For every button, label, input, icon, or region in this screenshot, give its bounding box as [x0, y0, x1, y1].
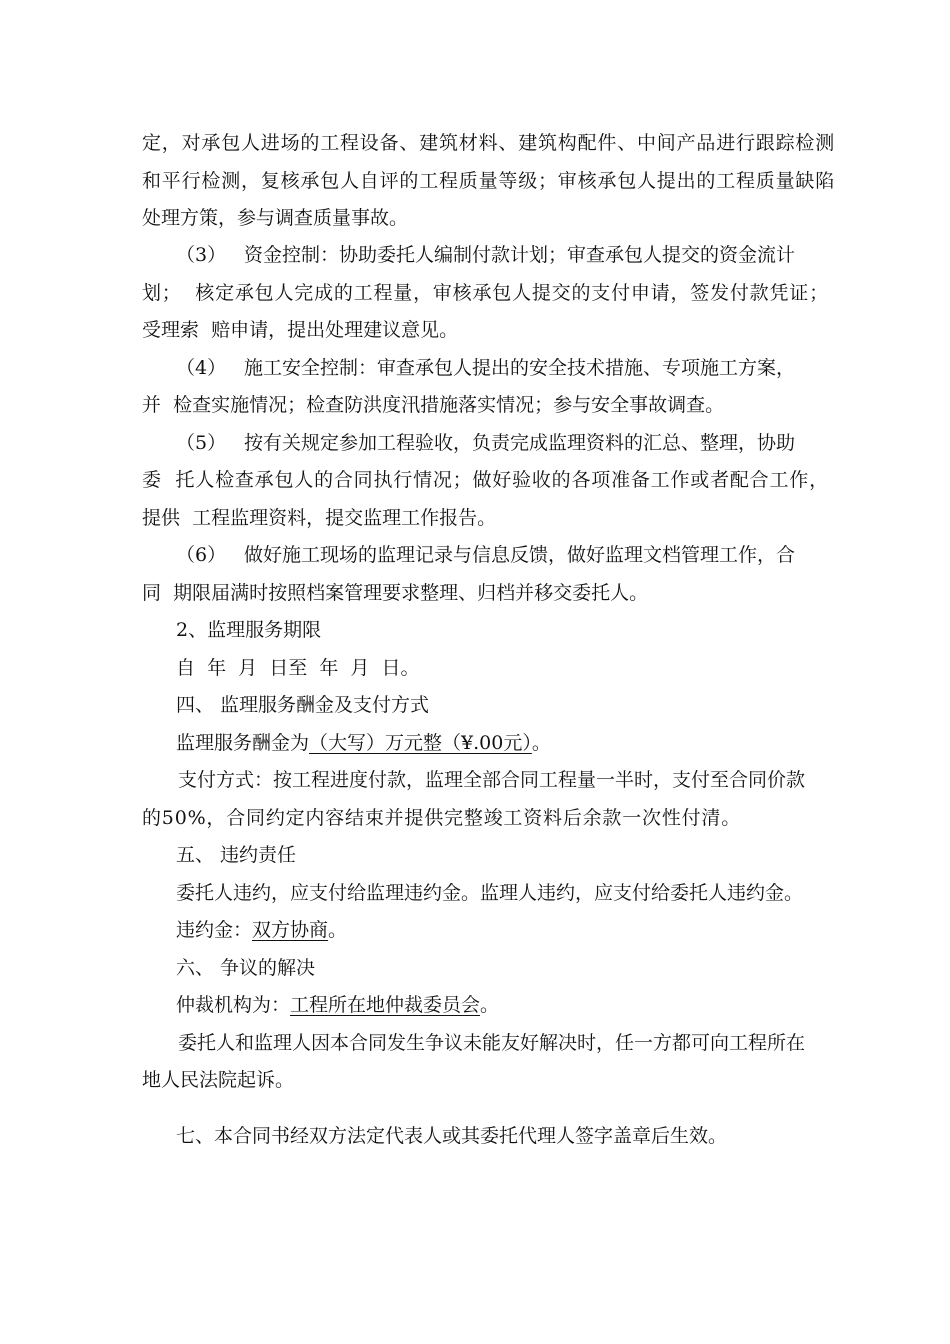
paragraph-line: 委托人和监理人因本合同发生争议未能友好解决时，任一方都可向工程所在 — [172, 1032, 806, 1054]
item-number: （3） — [176, 244, 227, 266]
paragraph-line: 受理索 赔申请，提出处理建议意见。 — [142, 319, 459, 341]
paragraph-line: 同 期限届满时按照档案管理要求整理、归档并移交委托人。 — [142, 582, 649, 604]
section-heading: 四、 监理服务酬金及支付方式 — [176, 694, 430, 716]
item-text: 按有关规定参加工程验收，负责完成监理资料的汇总、整理，协助 — [244, 432, 796, 454]
effect-clause: 七、本合同书经双方法定代表人或其委托代理人签字盖章后生效。 — [176, 1125, 728, 1147]
paragraph-line: 并 检查实施情况；检查防洪度汛措施落实情况；参与安全事故调查。 — [142, 394, 725, 416]
item-text: 做好施工现场的监理记录与信息反馈，做好监理文档管理工作，合 — [244, 544, 796, 566]
section-heading: 六、 争议的解决 — [176, 957, 316, 979]
item-6-line — [176, 543, 795, 567]
fee-amount: （大写）万元整（¥.00元） — [309, 732, 532, 754]
paragraph-line: 和平行检测，复核承包人自评的工程质量等级；审核承包人提出的工程质量缺陷 — [142, 170, 836, 192]
paragraph-line: 划； 核定承包人完成的工程量，审核承包人提交的支付申请，签发付款凭证； — [142, 282, 829, 304]
penalty-line — [176, 918, 347, 942]
fee-line — [176, 731, 551, 755]
paragraph-line: 委托人违约，应支付给监理违约金。监理人违约，应支付给委托人违约金。 — [176, 882, 804, 904]
paragraph-line: 的50%，合同约定内容结束并提供完整竣工资料后余款一次性付清。 — [142, 807, 742, 829]
fee-suffix: 。 — [531, 732, 551, 754]
paragraph-line: 支付方式：按工程进度付款，监理全部合同工程量一半时，支付至合同价款 — [172, 769, 806, 791]
paragraph-line: 处理方策，参与调查质量事故。 — [142, 207, 409, 229]
fee-prefix: 监理服务酬金为 — [176, 732, 310, 754]
term-text: 自 年 月 日至 年 月 日。 — [176, 657, 420, 679]
item-number: （4） — [176, 357, 227, 379]
paragraph-line: 定，对承包人进场的工程设备、建筑材料、建筑构配件、中间产品进行跟踪检测 — [142, 132, 836, 154]
item-text: 资金控制：协助委托人编制付款计划；审查承包人提交的资金流计 — [244, 244, 796, 266]
arbitration-value: 工程所在地仲裁委员会 — [290, 994, 481, 1016]
section-heading: 2、监理服务期限 — [176, 619, 322, 641]
item-text: 施工安全控制：审查承包人提出的安全技术措施、专项施工方案， — [244, 357, 796, 379]
paragraph-line: 提供 工程监理资料，提交监理工作报告。 — [142, 507, 497, 529]
arbitration-suffix: 。 — [480, 994, 500, 1016]
penalty-suffix: 。 — [328, 919, 348, 941]
section-heading: 五、 违约责任 — [176, 844, 297, 866]
penalty-value: 双方协商 — [252, 919, 329, 941]
item-number: （6） — [176, 544, 227, 566]
penalty-prefix: 违约金： — [176, 919, 253, 941]
item-4-line — [176, 356, 795, 380]
paragraph-line: 地人民法院起诉。 — [142, 1069, 295, 1091]
paragraph-line: 委 托人检查承包人的合同执行情况；做好验收的各项准备工作或者配合工作， — [142, 469, 829, 491]
arbitration-line — [176, 993, 499, 1017]
item-5-line — [176, 431, 795, 455]
item-3-line — [176, 243, 795, 267]
arbitration-prefix: 仲裁机构为： — [176, 994, 291, 1016]
item-number: （5） — [176, 432, 227, 454]
